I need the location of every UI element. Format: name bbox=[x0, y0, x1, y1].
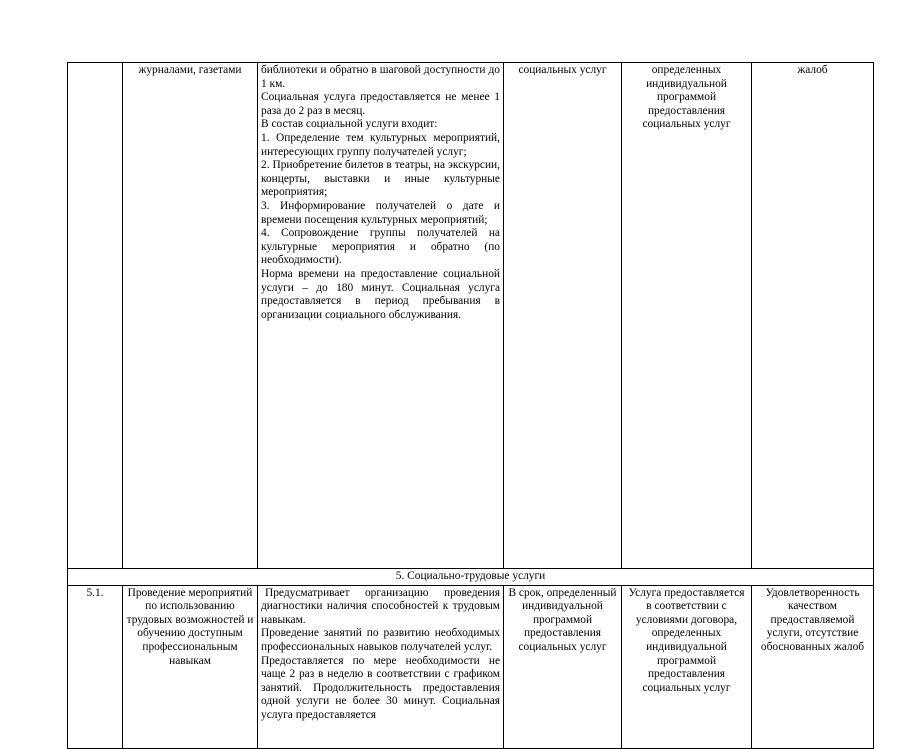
section-header-row bbox=[68, 569, 874, 586]
description-paragraph: 3. Информирование получателей о дате и времени посещения культурных мероприятий; bbox=[261, 199, 500, 226]
description-paragraph: В состав социальной услуги входит: bbox=[261, 118, 438, 131]
services-table bbox=[67, 62, 874, 749]
description-paragraph: Проведение занятий по развитию необходимых профессиональных навыков получателей услуг. bbox=[261, 627, 500, 653]
description-paragraph: 4. Сопровождение группы получателей на культурные мероприятия и обратно (по необходимости). bbox=[261, 227, 500, 267]
description-paragraph: 1. Определение тем культурных мероприятий, интересующих группу получателей услуг; bbox=[261, 131, 500, 158]
description-paragraph: Норма времени на предоставление социальной услуги – до 180 минут. Социальная услуга предоставляется в период пребывания в организации социального обслуживания. bbox=[261, 267, 500, 321]
cell-conditions: определенных индивидуальной программой предоставления социальных услуг bbox=[622, 63, 752, 569]
description-paragraph: 2. Приобретение билетов в театры, на экскурсии, концерты, выставки и иные культурные мероприятия; bbox=[261, 159, 500, 199]
cell-conditions: Услуга предоставляется в соответствии с условиями договора, определенных индивидуальной программой предоставления социальных услуг bbox=[622, 585, 752, 748]
section-title: 5. Социально-трудовые услуги bbox=[68, 569, 874, 586]
table-row-service-5-1 bbox=[68, 585, 874, 748]
cell-term: В срок, определенный индивидуальной программой предоставления социальных услуг bbox=[504, 585, 622, 748]
cell-number bbox=[68, 63, 123, 569]
cell-quality: Удовлетворенность качеством предоставляемой услуги, отсутствие обоснованных жалоб bbox=[752, 585, 874, 748]
table-row-continued bbox=[68, 63, 874, 569]
description-paragraph: библиотеки и обратно в шаговой доступности до 1 км. bbox=[261, 64, 500, 90]
cell-service-name: журналами, газетами bbox=[123, 63, 258, 569]
cell-description bbox=[258, 585, 504, 748]
description-paragraph: Предоставляется по мере необходимости не чаще 2 раз в неделю в соответствии с графиком занятий. Продолжительность предоставления одной услуги не более 30 минут. Социальная услуга предоставляется bbox=[261, 654, 500, 721]
description-paragraph: Предусматривает организацию проведения диагностики наличия способностей к трудовым навыкам. bbox=[261, 586, 500, 626]
cell-service-name: Проведение мероприятий по использованию трудовых возможностей и обучению доступным профессиональным навыкам bbox=[123, 585, 258, 748]
description-paragraph: Социальная услуга предоставляется не менее 1 раза до 2 раз в месяц. bbox=[261, 91, 500, 117]
cell-quality: жалоб bbox=[752, 63, 874, 569]
cell-description bbox=[258, 63, 504, 569]
cell-term: социальных услуг bbox=[504, 63, 622, 569]
cell-number: 5.1. bbox=[68, 585, 123, 748]
